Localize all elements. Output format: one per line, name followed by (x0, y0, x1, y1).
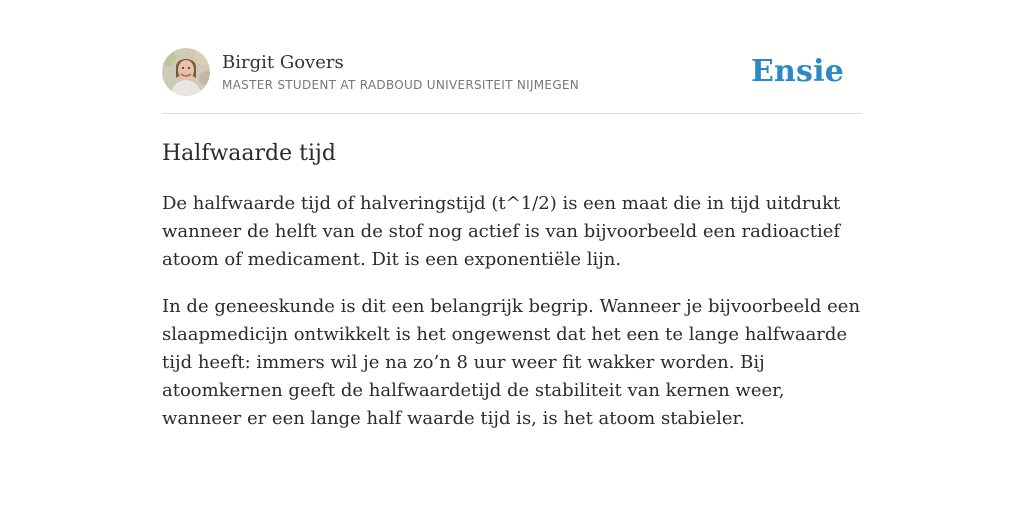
author-title: MASTER STUDENT AT RADBOUD UNIVERSITEIT NIJMEGEN (222, 78, 580, 92)
author-name[interactable]: Birgit Govers (222, 52, 344, 73)
avatar[interactable] (162, 48, 210, 96)
entry-paragraph-2: In de geneeskunde is dit een belangrijk begrip. Wanneer je bijvoorbeeld een slaapmedicijn ontwikkelt is het ongewenst dat het een te lange halfwaarde tijd heeft: immers wil je na zo’n 8 uur weer fit wakker worden. Bij atoomkernen geeft de halfwaardetijd de stabiliteit van kernen weer, wanneer er een lange half waarde tijd is, is het atoom stabieler. (162, 296, 861, 429)
entry-title: Halfwaarde tijd (162, 141, 336, 166)
entry-paragraph-1: De halfwaarde tijd of halveringstijd (t^1/2) is een maat die in tijd uitdrukt wanneer de helft van de stof nog actief is van bijvoorbeeld een radioactief atoom of medicament. Dit is een exponentiële lijn. (162, 193, 841, 270)
author-info (222, 50, 751, 92)
avatar-photo-icon (162, 48, 210, 96)
entry-header (162, 40, 862, 114)
entry-card (162, 40, 862, 433)
ensie-logo[interactable]: Ensie (750, 53, 844, 89)
